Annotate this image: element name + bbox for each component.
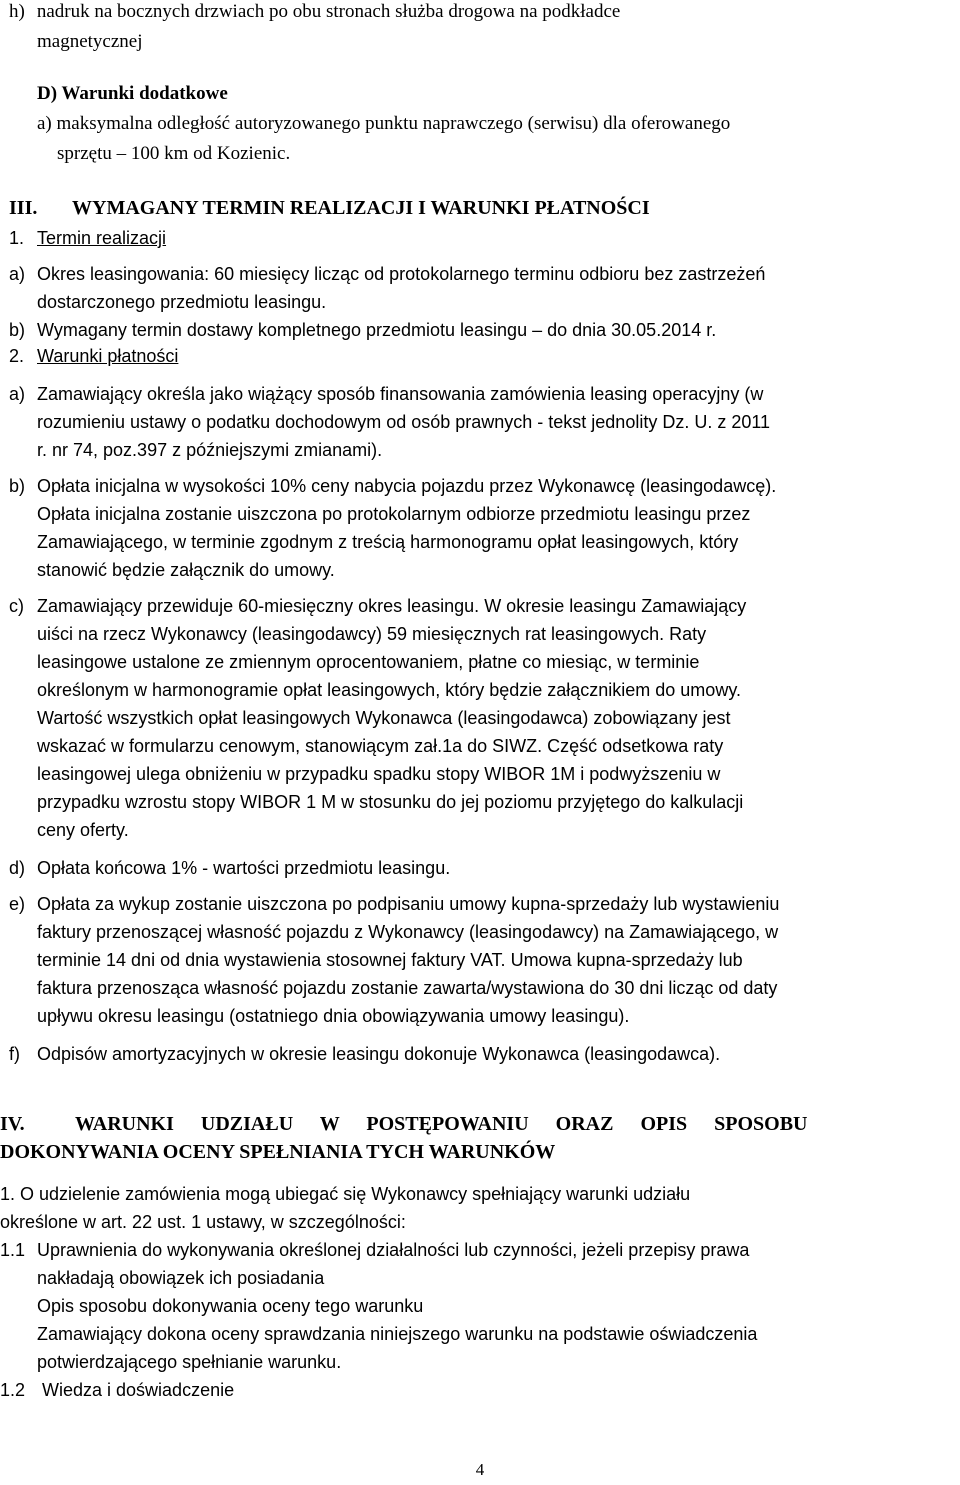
iv-1-1-line-5: potwierdzającego spełnianie warunku.	[37, 1352, 342, 1372]
p-b-line-4: stanowić będzie załącznik do umowy.	[37, 560, 335, 580]
p-a-label: a)	[9, 384, 26, 404]
item-1-title: Termin realizacji	[37, 228, 167, 248]
p-e-line-1: Opłata za wykup zostanie uiszczona po podpisaniu umowy kupna-sprzedaży lub wystawieniu	[37, 894, 780, 914]
h-text-1	[37, 0, 955, 24]
p-a-line-3: r. nr 74, poz.397 z późniejszymi zmianami).	[37, 440, 383, 460]
p-c-label: c)	[9, 596, 24, 616]
iv-1-1-line-1: Uprawnienia do wykonywania określonej działalności lub czynności, jeżeli przepisy prawa	[37, 1240, 750, 1260]
h-line-2: magnetycznej	[37, 31, 143, 52]
p-c-line-5: Wartość wszystkich opłat leasingowych Wykonawca (leasingodawca) zobowiązany jest	[37, 708, 731, 728]
iii-a-line-1: Okres leasingowania: 60 miesięcy licząc od protokolarnego terminu odbioru bez zastrzeżeń	[37, 264, 766, 284]
section-iii-number: III.	[9, 197, 38, 219]
p-d-label: d)	[9, 858, 26, 878]
p-c-line-3: leasingowe ustalone ze zmiennym oprocentowaniem, płatne co miesiąc, w terminie	[37, 652, 700, 672]
p-e-line-3: terminie 14 dni od dnia wystawienia stosownej faktury VAT. Umowa kupna-sprzedaży lub	[37, 950, 743, 970]
iv-1-1-number: 1.1	[0, 1240, 26, 1260]
p-a-line-1-text: Zamawiający określa jako wiążący sposób finansowania zamówienia leasing operacyjny (w	[37, 384, 764, 404]
section-iv-title-2: DOKONYWANIA OCENY SPEŁNIANIA TYCH WARUNKÓW	[0, 1141, 556, 1163]
h-label: h)	[9, 1, 25, 22]
iii-b-line-1: Wymagany termin dostawy kompletnego przedmiotu leasingu – do dnia 30.05.2014 r.	[37, 320, 717, 340]
p-c-line-1: Zamawiający przewiduje 60-miesięczny okres leasingu. W okresie leasingu Zamawiający	[37, 596, 747, 616]
iv-1-1-line-4: Zamawiający dokona oceny sprawdzania niniejszego warunku na podstawie oświadczenia	[37, 1324, 758, 1344]
h-text-1-content: nadruk na bocznych drzwiach po obu stronach służba drogowa na podkładce	[36, 1, 621, 22]
d-a-label: a)	[37, 113, 52, 134]
p-a-line-2: rozumieniu ustawy o podatku dochodowym od osób prawnych - tekst jednolity Dz. U. z 2011	[37, 412, 771, 432]
iv-p1-line-2: określone w art. 22 ust. 1 ustawy, w szczególności:	[0, 1212, 406, 1232]
p-a-line-1	[37, 382, 955, 406]
d-a-text-1: maksymalna odległość autoryzowanego punktu naprawczego (serwisu) dla oferowanego	[56, 113, 731, 134]
d-a-line-2: sprzętu – 100 km od Kozienic.	[57, 143, 291, 164]
iv-1-1-line-3: Opis sposobu dokonywania oceny tego warunku	[37, 1296, 424, 1316]
p-d-line-1: Opłata końcowa 1% - wartości przedmiotu leasingu.	[37, 858, 451, 878]
item-1-number: 1.	[9, 228, 25, 248]
iii-b-label: b)	[9, 320, 26, 340]
section-iv-number: IV.	[0, 1113, 25, 1135]
p-c-line-9: ceny oferty.	[37, 820, 129, 840]
item-2-number: 2.	[9, 346, 25, 366]
page-number: 4	[475, 1460, 485, 1479]
p-b-line-2: Opłata inicjalna zostanie uiszczona po protokolarnym odbiorze przedmiotu leasingu przez	[37, 504, 751, 524]
p-c-line-7: leasingowej ulega obniżeniu w przypadku spadku stopy WIBOR 1M i podwyższeniu w	[37, 764, 721, 784]
p-c-line-4: określonym w harmonogramie opłat leasingowych, który będzie załącznikiem do umowy.	[37, 680, 741, 700]
p-b-line-1: Opłata inicjalna w wysokości 10% ceny nabycia pojazdu przez Wykonawcę (leasingodawcę).	[37, 476, 777, 496]
p-c-line-8: przypadku wzrostu stopy WIBOR 1 M w stosunku do jej poziomu przyjętego do kalkulacji	[37, 792, 744, 812]
p-c-line-2: uiści na rzecz Wykonawcy (leasingodawcy) 59 miesięcznych rat leasingowych. Raty	[37, 624, 707, 644]
p-b-line-3: Zamawiającego, w terminie zgodnym z treścią harmonogramu opłat leasingowych, który	[37, 532, 739, 552]
p-f-line-1: Odpisów amortyzacyjnych w okresie leasingu dokonuje Wykonawca (leasingodawca).	[37, 1044, 721, 1064]
d-a-line-1	[37, 112, 730, 136]
section-iii-title: WYMAGANY TERMIN REALIZACJI I WARUNKI PŁATNOŚCI	[72, 197, 650, 219]
iv-1-2-number: 1.2	[0, 1380, 26, 1400]
iv-1-2-line-1: Wiedza i doświadczenie	[42, 1380, 235, 1400]
p-e-label: e)	[9, 894, 26, 914]
iv-p1-line-1: 1. O udzielenie zamówienia mogą ubiegać się Wykonawcy spełniający warunki udziału	[0, 1184, 691, 1204]
iv-1-1-line-2: nakładają obowiązek ich posiadania	[37, 1268, 325, 1288]
p-e-line-5: upływu okresu leasingu (ostatniego dnia obowiązywania umowy leasingu).	[37, 1006, 630, 1026]
p-e-line-4: faktura przenosząca własność pojazdu zostanie zawarta/wystawiona do 30 dni licząc od daty	[37, 978, 778, 998]
iii-a-line-2: dostarczonego przedmiotu leasingu.	[37, 292, 327, 312]
iii-a-label: a)	[9, 264, 26, 284]
h-line-1	[9, 0, 955, 24]
section-iv-title-1: WARUNKI UDZIAŁU W POSTĘPOWANIU ORAZ OPIS SPOSOBU	[75, 1113, 808, 1135]
p-c-line-6: wskazać w formularzu cenowym, stanowiącym zał.1a do SIWZ. Część odsetkowa raty	[37, 736, 724, 756]
p-e-line-2: faktury przenoszącej własność pojazdu z Wykonawcy (leasingodawcy) na Zamawiającego, w	[37, 922, 779, 942]
p-f-label: f)	[9, 1044, 20, 1064]
p-b-label: b)	[9, 476, 26, 496]
section-d-heading: D) Warunki dodatkowe	[37, 83, 228, 104]
item-2-title: Warunki płatności	[37, 346, 179, 366]
